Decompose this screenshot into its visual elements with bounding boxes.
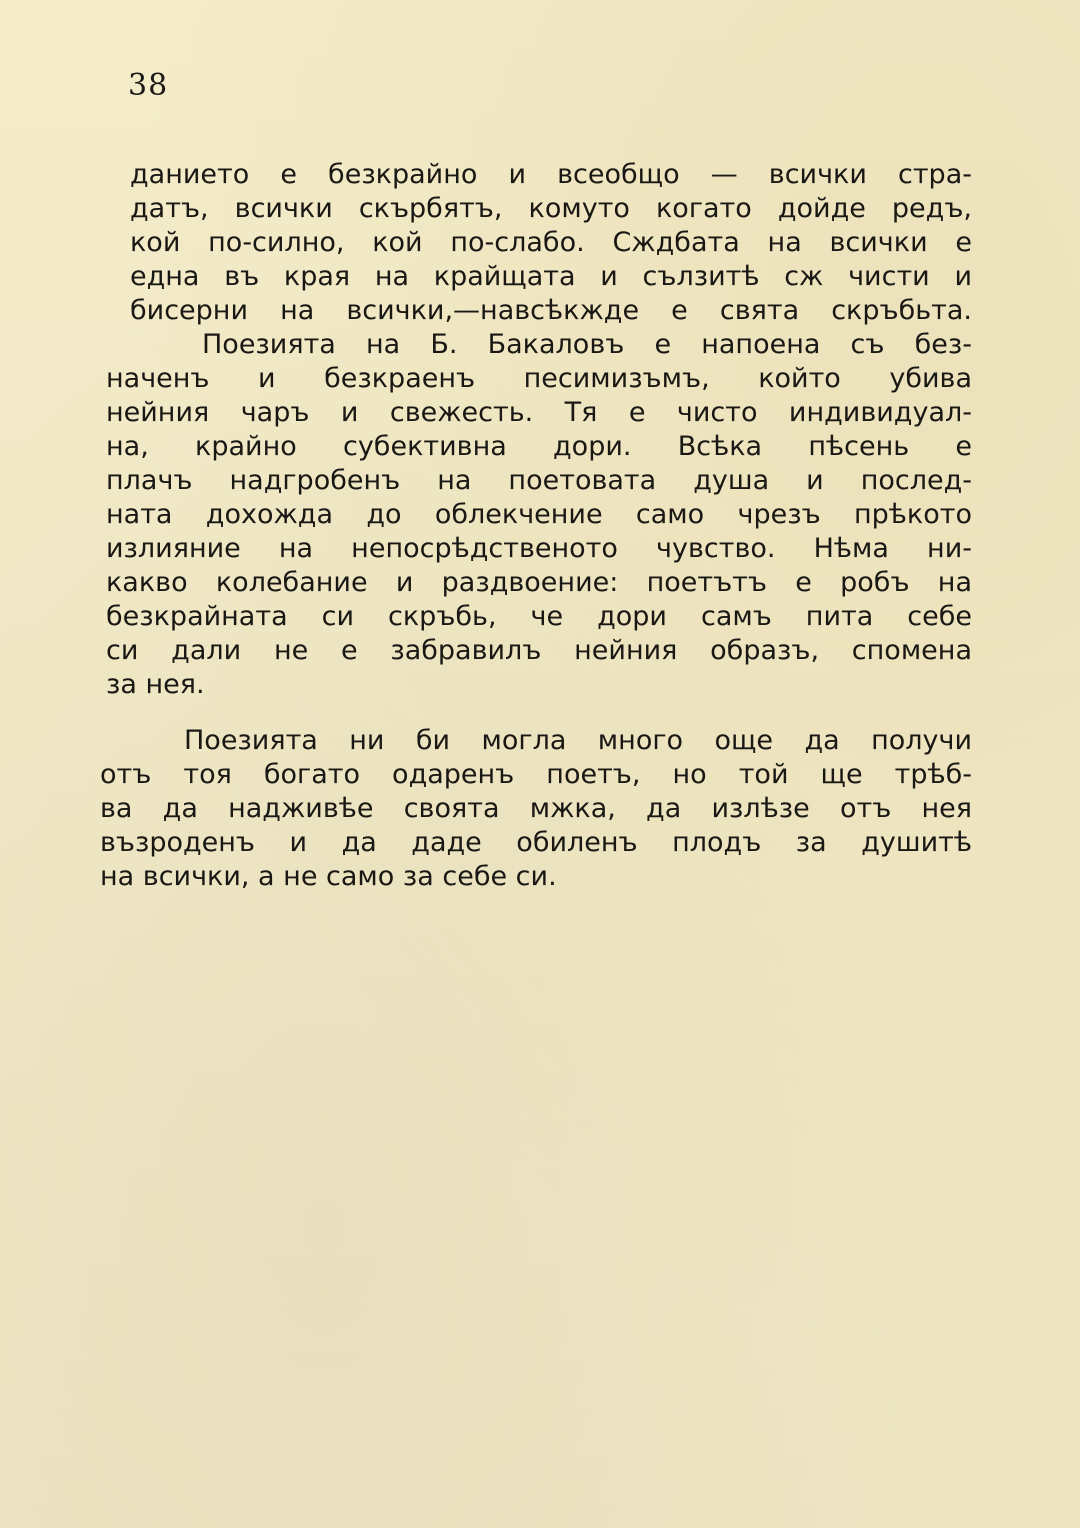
- text-line: наченъ и безкраенъ песимизъмъ, който убива: [106, 363, 972, 394]
- text-line: даниетo е безкрайно и всеобщо — всички стра-: [130, 159, 972, 190]
- text-line: на, крайно субективна дори. Всѣка пѣсень е: [106, 431, 972, 462]
- text-line: какво колебание и раздвоение: поетътъ е робъ на: [106, 567, 972, 598]
- page-number: 38: [128, 68, 169, 103]
- text-line: си дали не е забравилъ нейния образъ, спомена: [106, 635, 972, 666]
- text-line: Поезията ни би могла много още да получи: [184, 725, 972, 756]
- paragraph-3: [100, 724, 972, 894]
- paragraph-1: [100, 158, 972, 328]
- text-line: ва да надживѣе своята мжка, да излѣзе отъ нея: [100, 793, 972, 824]
- text-line: нейния чаръ и свежесть. Тя е чисто индивидуал-: [106, 397, 972, 428]
- text-line: на всички, а не само за себе си.: [100, 861, 557, 892]
- text-line: Поезията на Б. Бакаловъ е напоена съ без-: [202, 329, 972, 360]
- text-line: кой по-силно, кой по-слабо. Сждбата на всички е: [130, 227, 972, 258]
- paragraph-gap: [100, 702, 972, 724]
- paragraph-2: [100, 328, 972, 702]
- text-line: отъ тоя богато одаренъ поетъ, но той ще трѣб-: [100, 759, 972, 790]
- text-line: плачъ надгробенъ на поетовата душа и послед-: [106, 465, 972, 496]
- text-line: бисерни на всички,—навсѣкждe е свята скръбьта.: [130, 295, 972, 326]
- text-line: една въ края на крайщата и сълзитѣ сж чисти и: [130, 261, 972, 292]
- text-line: за нея.: [106, 669, 205, 700]
- text-line: ната дохожда до облекчение само чрезъ прѣкото: [106, 499, 972, 530]
- text-line: безкрайната си скръбь, че дори самъ пита себе: [106, 601, 972, 632]
- text-line: възроденъ и да даде обиленъ плодъ за душитѣ: [100, 827, 972, 858]
- body-text: [100, 158, 972, 894]
- text-line: датъ, всички скърбятъ, комуто когато дойде редъ,: [130, 193, 972, 224]
- text-line: излияние на непосрѣдственото чувство. Нѣма ни-: [106, 533, 972, 564]
